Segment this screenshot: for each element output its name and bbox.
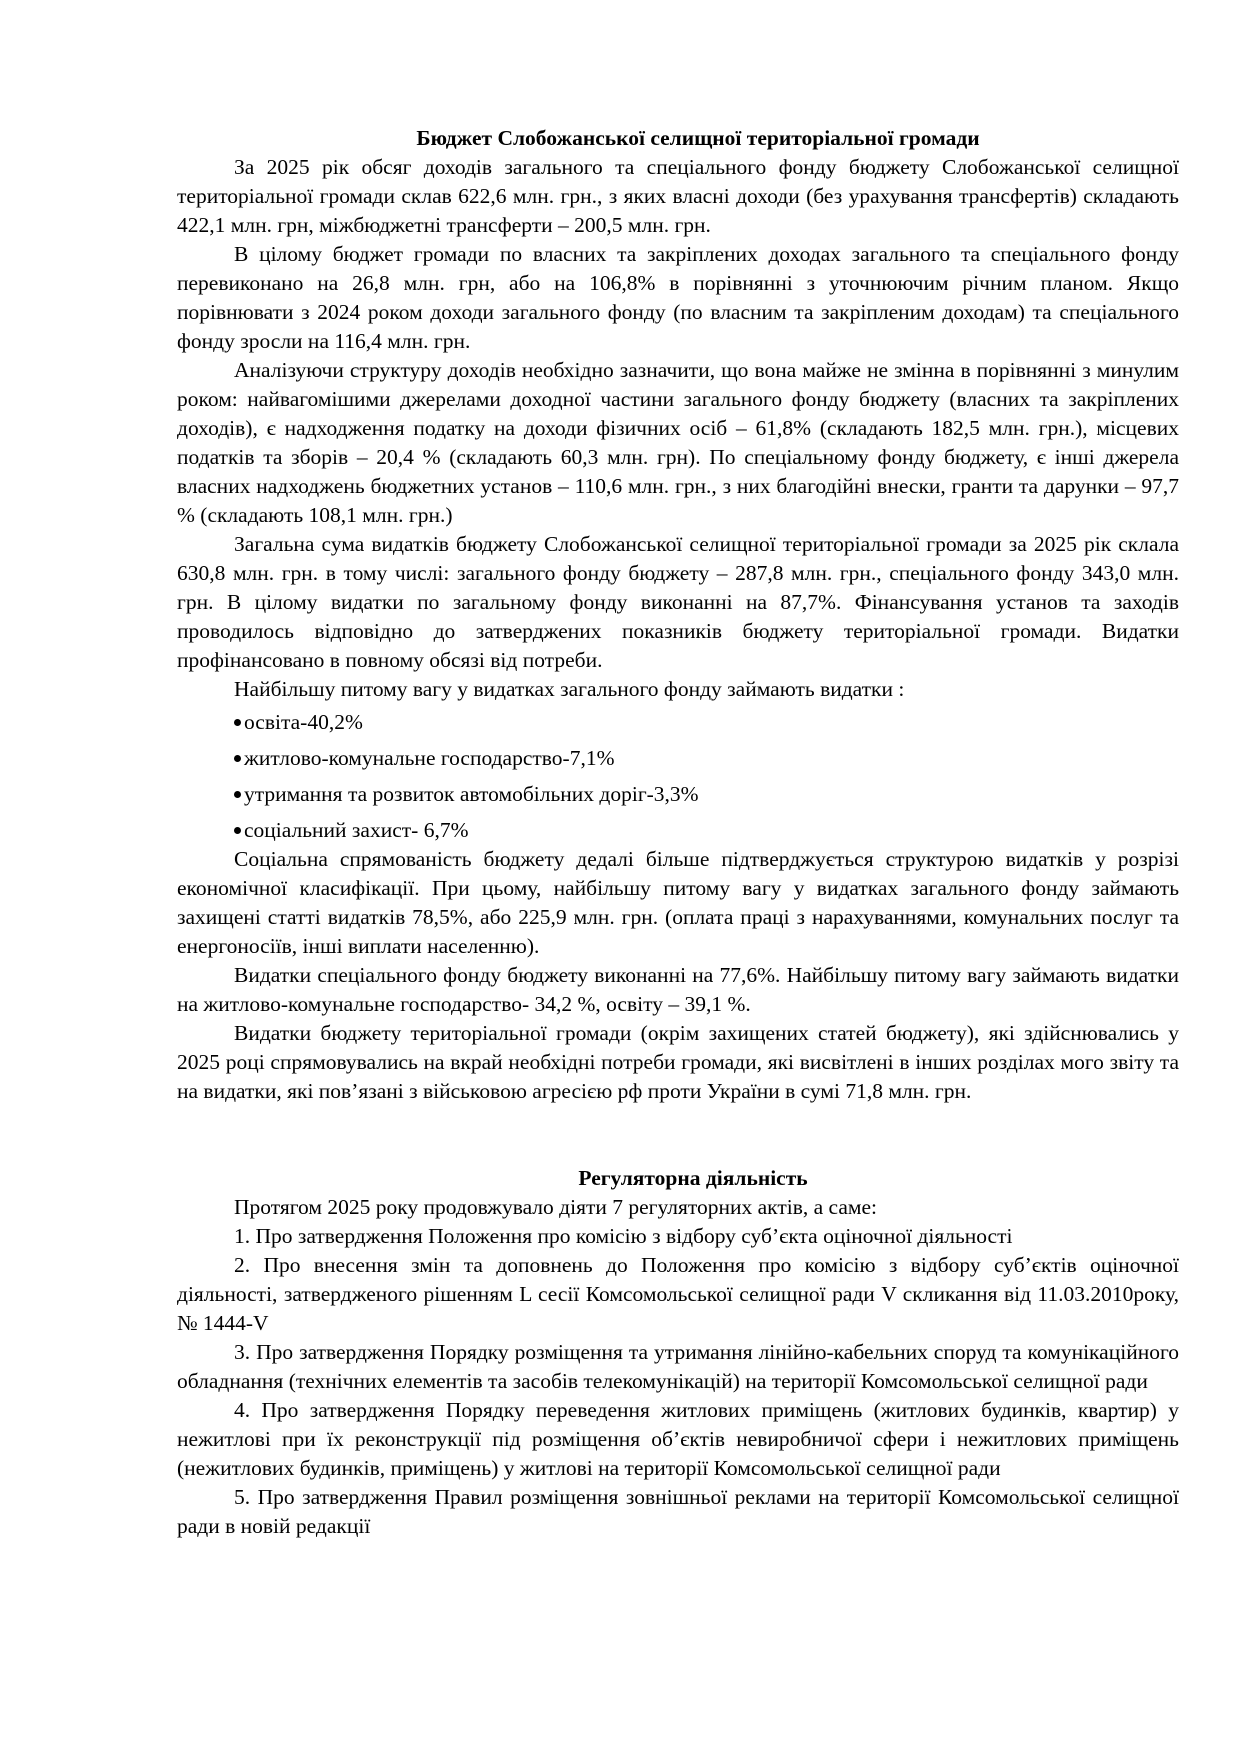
regulatory-act-item: 1. Про затвердження Положення про комісію з відбору суб’єкта оціночної діяльності bbox=[234, 1224, 1013, 1248]
bullet-icon bbox=[234, 719, 241, 726]
bullet-icon bbox=[234, 755, 241, 762]
paragraph-regulatory-intro: Протягом 2025 року продовжувало діяти 7 регуляторних актів, а саме: bbox=[234, 1195, 878, 1219]
regulatory-act-item: 2. Про внесення змін та доповнень до Положення про комісію з відбору суб’єктів оціночної діяльності, затвердженого рішенням L сесії Комсомольської селищної ради V скликання від 11.03.2010року, № 1444-V bbox=[177, 1253, 1179, 1335]
paragraph-revenue-structure: Аналізуючи структуру доходів необхідно зазначити, що вона майже не змінна в порівнянні з минулим роком: найвагомішими джерелами доходної частини загального фонду бюджету (власних та закріплених доходів), є надходження податку на доходи фізичних осіб – 61,8% (складають 182,5 млн. грн.), місцевих податків та зборів – 20,4 % (складають 60,3 млн. грн). По спеціальному фонду бюджету, є інші джерела власних надходжень бюджетних установ – 110,6 млн. грн., з них благодійні внески, гранти та дарунки – 97,7 % (складають 108,1 млн. грн.) bbox=[177, 358, 1179, 527]
expense-items-list bbox=[177, 708, 1179, 845]
regulatory-act-item: 5. Про затвердження Правил розміщення зовнішньої реклами на території Комсомольської селищної ради в новій редакції bbox=[177, 1485, 1179, 1538]
expense-item-education: освіта-40,2% bbox=[244, 710, 363, 734]
paragraph-special-fund: Видатки спеціального фонду бюджету виконанні на 77,6%. Найбільшу питому вагу займають видатки на житлово-комунальне господарство- 34,2 %, освіту – 39,1 %. bbox=[177, 963, 1179, 1016]
regulatory-act-item: 4. Про затвердження Порядку переведення житлових приміщень (житлових будинків, квартир) у нежитлові при їх реконструкції під розміщення об’єктів невиробничої сфери і нежитлових приміщень (нежитлових будинків, приміщень) у житлові на території Комсомольської селищної ради bbox=[177, 1398, 1179, 1480]
expense-item-social: соціальний захист- 6,7% bbox=[244, 818, 469, 842]
bullet-icon bbox=[234, 827, 241, 834]
regulatory-section-title: Регуляторна діяльність bbox=[578, 1166, 808, 1190]
document-page bbox=[177, 124, 1179, 1541]
list-item bbox=[177, 708, 1179, 737]
budget-section-title: Бюджет Слобожанської селищної територіальної громади bbox=[416, 126, 980, 150]
list-item bbox=[177, 780, 1179, 809]
paragraph-overfulfillment: В цілому бюджет громади по власних та закріплених доходах загального та спеціального фонду перевиконано на 26,8 млн. грн, або на 106,8% в порівнянні з уточнюючим річним планом. Якщо порівнювати з 2024 роком доходи загального фонду (по власним та закріпленим доходам) та спеціального фонду зросли на 116,4 млн. грн. bbox=[177, 242, 1179, 353]
regulatory-act-item: 3. Про затвердження Порядку розміщення та утримання лінійно-кабельних споруд та комунікаційного обладнання (технічних елементів та засобів телекомунікацій) на території Комсомольської селищної ради bbox=[177, 1340, 1179, 1393]
paragraph-revenue-overview: За 2025 рік обсяг доходів загального та спеціального фонду бюджету Слобожанської селищної територіальної громади склав 622,6 млн. грн., з яких власні доходи (без урахування трансфертів) складають 422,1 млн. грн, міжбюджетні трансферти – 200,5 млн. грн. bbox=[177, 155, 1179, 237]
list-item bbox=[177, 744, 1179, 773]
bullet-icon bbox=[234, 791, 241, 798]
paragraph-expenses-intro: Найбільшу питому вагу у видатках загального фонду займають видатки : bbox=[234, 677, 905, 701]
expense-item-housing: житлово-комунальне господарство-7,1% bbox=[244, 746, 615, 770]
section-spacer bbox=[177, 1106, 1179, 1164]
expense-item-roads: утримання та розвиток автомобільних доріг-3,3% bbox=[244, 782, 699, 806]
paragraph-social-orientation: Соціальна спрямованість бюджету дедалі більше підтверджується структурою видатків у розрізі економічної класифікації. При цьому, найбільшу питому вагу у видатках загального фонду займають захищені статті видатків 78,5%, або 225,9 млн. грн. (оплата праці з нарахуваннями, комунальних послуг та енергоносіїв, інші виплати населенню). bbox=[177, 847, 1179, 958]
paragraph-military-expenses: Видатки бюджету територіальної громади (окрім захищених статей бюджету), які здійснювались у 2025 році спрямовувались на вкрай необхідні потреби громади, які висвітлені в інших розділах мого звіту та на видатки, які пов’язані з військовою агресією рф проти України в сумі 71,8 млн. грн. bbox=[177, 1021, 1179, 1103]
paragraph-expenses-total: Загальна сума видатків бюджету Слобожанської селищної територіальної громади за 2025 рік склала 630,8 млн. грн. в тому числі: загального фонду бюджету – 287,8 млн. грн., спеціального фонду 343,0 млн. грн. В цілому видатки по загальному фонду виконанні на 87,7%. Фінансування установ та заходів проводилось відповідно до затверджених показників бюджету територіальної громади. Видатки профінансовано в повному обсязі від потреби. bbox=[177, 532, 1179, 672]
regulatory-acts-list bbox=[177, 1222, 1179, 1541]
list-item bbox=[177, 816, 1179, 845]
